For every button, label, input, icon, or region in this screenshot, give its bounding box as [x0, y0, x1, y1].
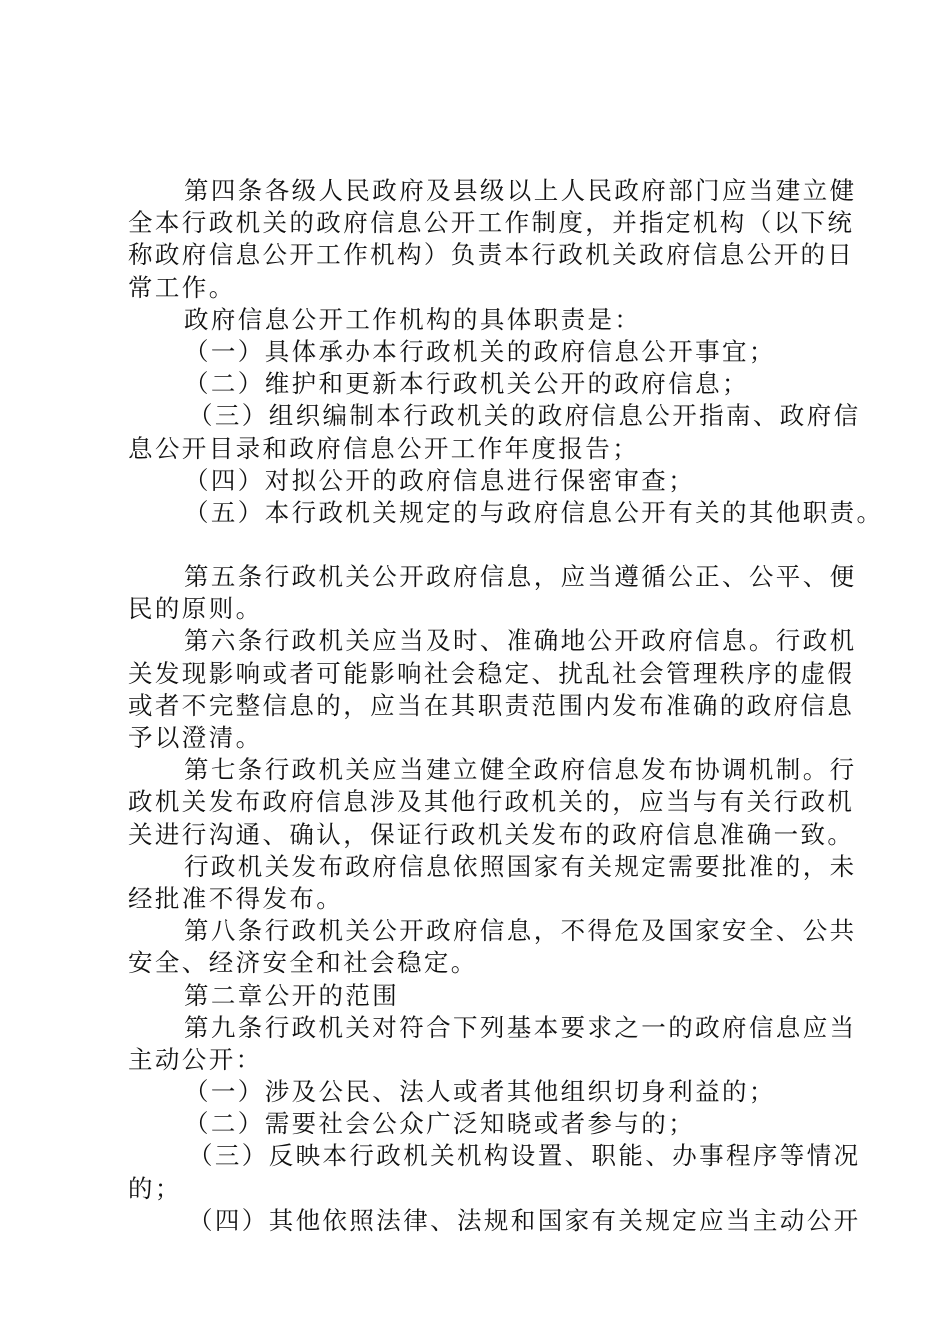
- paragraph-line: 政府信息公开工作机构的具体职责是：: [184, 304, 642, 334]
- paragraph-line: 第六条行政机关应当及时、准确地公开政府信息。行政机: [184, 626, 857, 656]
- paragraph-line: 全本行政机关的政府信息公开工作制度，并指定机构（以下统: [128, 208, 855, 238]
- list-item: （二）维护和更新本行政机关公开的政府信息；: [184, 369, 749, 399]
- paragraph-line: 行政机关发布政府信息依照国家有关规定需要批准的，未: [184, 851, 857, 881]
- blank-line: [128, 529, 848, 561]
- paragraph-line: 主动公开：: [128, 1044, 263, 1074]
- paragraph-line: 第五条行政机关公开政府信息，应当遵循公正、公平、便: [184, 562, 857, 592]
- list-item: （三）反映本行政机关机构设置、职能、办事程序等情况: [188, 1141, 861, 1171]
- list-item: （三）组织编制本行政机关的政府信息公开指南、政府信: [188, 401, 861, 431]
- document-body: [128, 175, 884, 1237]
- list-item: （四）其他依照法律、法规和国家有关规定应当主动公开: [188, 1205, 861, 1235]
- paragraph-line: 称政府信息公开工作机构）负责本行政机关政府信息公开的日: [128, 240, 855, 270]
- paragraph-line: 政机关发布政府信息涉及其他行政机关的，应当与有关行政机: [128, 787, 855, 817]
- paragraph-line: 民的原则。: [128, 594, 263, 624]
- paragraph-line: 或者不完整信息的，应当在其职责范围内发布准确的政府信息: [128, 690, 855, 720]
- chapter-heading: 第二章公开的范围: [184, 980, 400, 1010]
- paragraph-line: 第七条行政机关应当建立健全政府信息发布协调机制。行: [184, 755, 857, 785]
- paragraph-line: 的；: [128, 1173, 182, 1203]
- paragraph-line: 第九条行政机关对符合下列基本要求之一的政府信息应当: [184, 1012, 857, 1042]
- paragraph-line: 经批准不得发布。: [128, 883, 344, 913]
- list-item: （一）涉及公民、法人或者其他组织切身利益的；: [184, 1077, 776, 1107]
- paragraph-line: 关发现影响或者可能影响社会稳定、扰乱社会管理秩序的虚假: [128, 658, 855, 688]
- paragraph-line: 常工作。: [128, 272, 236, 302]
- list-item: （二）需要社会公众广泛知晓或者参与的；: [184, 1109, 696, 1139]
- paragraph-line: 安全、经济安全和社会稳定。: [128, 948, 478, 978]
- paragraph-line: 予以澄清。: [128, 723, 263, 752]
- list-item: （五）本行政机关规定的与政府信息公开有关的其他职责。: [184, 497, 884, 527]
- paragraph-line: 第八条行政机关公开政府信息，不得危及国家安全、公共: [184, 916, 857, 946]
- paragraph-line: 第四条各级人民政府及县级以上人民政府部门应当建立健: [184, 176, 857, 205]
- paragraph-line: 息公开目录和政府信息公开工作年度报告；: [128, 433, 640, 463]
- list-item: （四）对拟公开的政府信息进行保密审查；: [184, 465, 696, 495]
- list-item: （一）具体承办本行政机关的政府信息公开事宜；: [184, 336, 776, 366]
- paragraph-line: 关进行沟通、确认，保证行政机关发布的政府信息准确一致。: [128, 819, 855, 849]
